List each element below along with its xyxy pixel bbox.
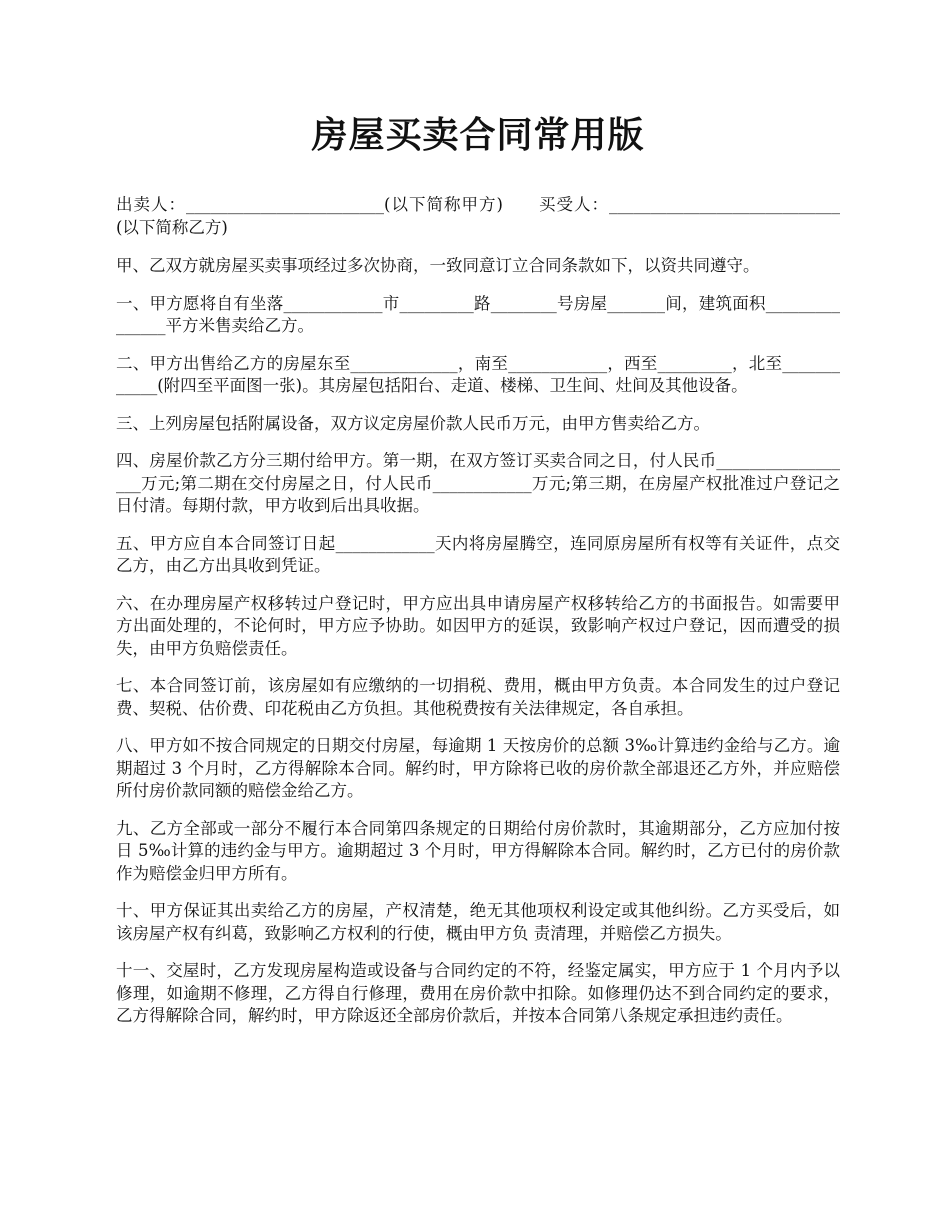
clause-6: 六、在办理房屋产权移转过户登记时，甲方应出具申请房屋产权移转给乙方的书面报告。如需要甲方出面处理的，不论何时，甲方应予协助。如因甲方的延误，致影响产权过户登记，因而遭受的损失，由甲方负赔偿责任。 bbox=[116, 593, 840, 658]
clause-8: 八、甲方如不按合同规定的日期交付房屋，每逾期 1 天按房价的总额 3‰计算违约金给与乙方。逾期超过 3 个月时，乙方得解除本合同。解约时，甲方除将已收的房价款全部退还乙方外，并应赔偿所付房价款同额的赔偿金给乙方。 bbox=[116, 736, 840, 800]
clause-11: 十一、交屋时，乙方发现房屋构造或设备与合同约定的不符，经鉴定属实，甲方应于 1 个月内予以修理，如逾期不修理，乙方得自行修理，费用在房价款中扣除。如修理仍达不到合同约定的要求，乙方得解除合同，解约时，甲方除返还全部房价款后，并按本合同第八条规定承担违约责任。 bbox=[116, 961, 840, 1025]
clause-10: 十、甲方保证其出卖给乙方的房屋，产权清楚，绝无其他项权利设定或其他纠纷。乙方买受后，如该房屋产权有纠葛，致影响乙方权利的行使，概由甲方负 责清理，并赔偿乙方损失。 bbox=[116, 901, 840, 943]
contract-page bbox=[116, 108, 840, 1043]
clause-2: 二、甲方出售给乙方的房屋东至_____________，南至____________，西至_________，北至____________(附四至平面图一张)。其房屋包括阳台、走道、楼梯、卫生间、灶间及其他设备。 bbox=[116, 353, 840, 395]
clause-9: 九、乙方全部或一部分不履行本合同第四条规定的日期给付房价款时，其逾期部分，乙方应加付按日 5‰计算的违约金与甲方。逾期超过 3 个月时，甲方得解除本合同。解约时，乙方已付的房价款作为赔偿金归甲方所有。 bbox=[116, 818, 840, 883]
clause-5: 五、甲方应自本合同签订日起____________天内将房屋腾空，连同原房屋所有权等有关证件，点交乙方，由乙方出具收到凭证。 bbox=[116, 533, 840, 575]
clause-3: 三、上列房屋包括附属设备，双方议定房屋价款人民币万元，由甲方售卖给乙方。 bbox=[116, 413, 710, 433]
clause-1: 一、甲方愿将自有坐落____________市_________路________号房屋_______间，建筑面积_______________平方米售卖给乙方。 bbox=[116, 293, 840, 335]
clause-7: 七、本合同签订前，该房屋如有应缴纳的一切捐税、费用，概由甲方负责。本合同发生的过户登记费、契税、估价费、印花税由乙方负担。其他税费按有关法律规定，各自承担。 bbox=[116, 676, 840, 718]
clause-4: 四、房屋价款乙方分三期付给甲方。第一期，在双方签订买卖合同之日，付人民币__________________万元;第二期在交付房屋之日，付人民币____________万元;第三期，在房屋产权批准过户登记之日付清。每期付款，甲方收到后出具收据。 bbox=[116, 451, 840, 515]
document-title: 房屋买卖合同常用版 bbox=[311, 114, 645, 156]
parties-line: 出卖人：________________________(以下简称甲方) 买受人：____________________________(以下简称乙方) bbox=[116, 195, 840, 237]
clause-preamble: 甲、乙双方就房屋买卖事项经过多次协商，一致同意订立合同条款如下，以资共同遵守。 bbox=[116, 256, 760, 275]
